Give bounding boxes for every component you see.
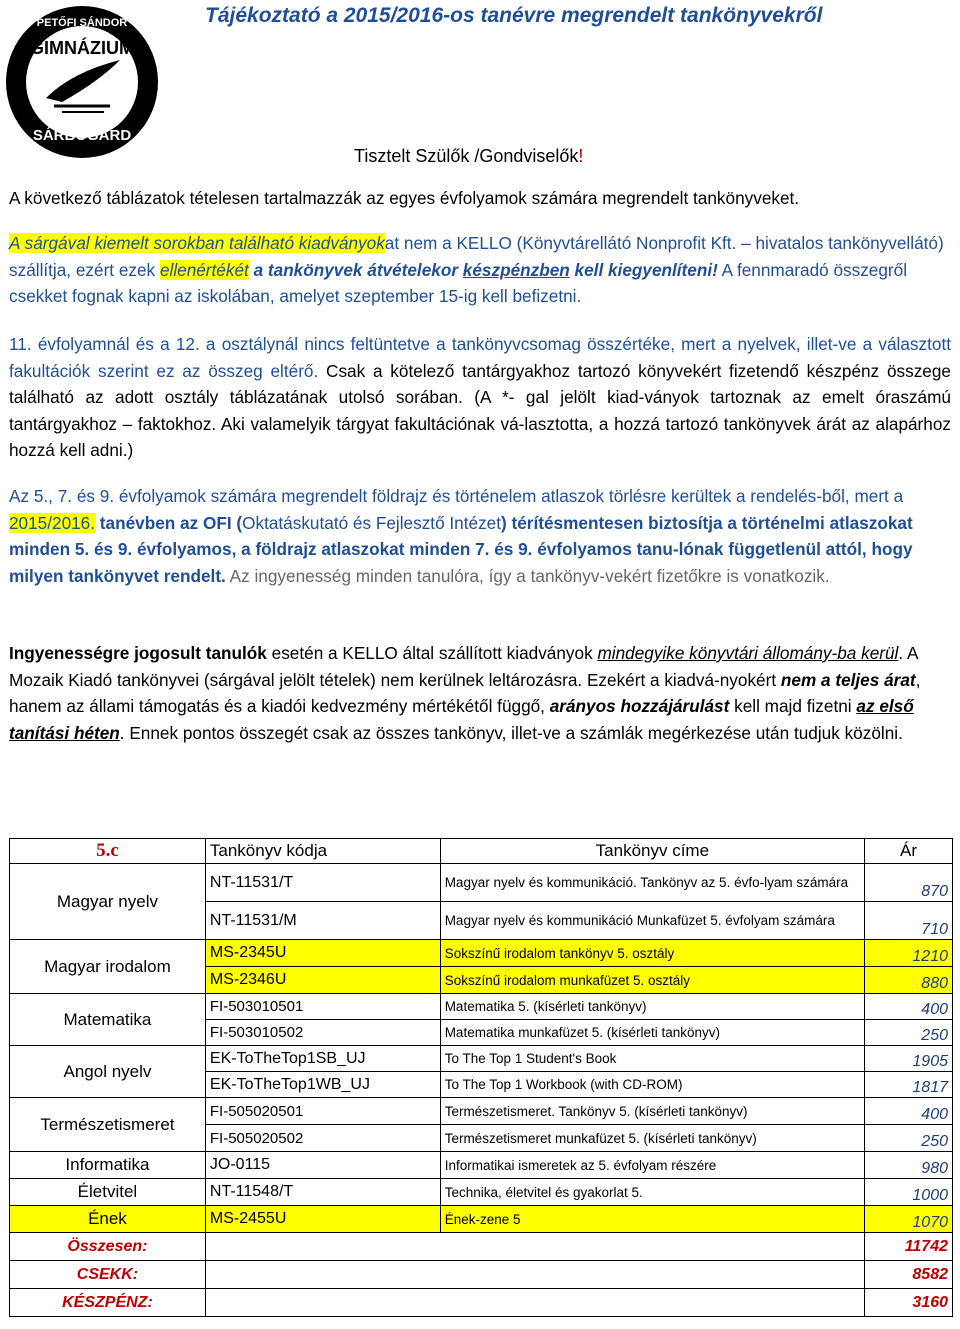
title-cell: Természetismeret munkafüzet 5. (kísérleti tankönyv) bbox=[440, 1125, 864, 1152]
para3-a: Az 5., 7. és 9. évfolyamok számára megrendelt földrajz és történelem atlaszok törlésre kerültek a rendelés-ből, mert a bbox=[9, 486, 904, 506]
logo-middle-text: GIMNÁZIUM bbox=[30, 38, 134, 58]
price-cell: 1000 bbox=[865, 1179, 953, 1206]
subject-cell: Matematika bbox=[10, 994, 206, 1046]
subject-cell: Magyar irodalom bbox=[10, 940, 206, 994]
code-cell: MS-2346U bbox=[205, 967, 440, 994]
textbook-table bbox=[9, 838, 953, 1317]
title-cell: Természetismeret. Tankönyv 5. (kísérleti tankönyv) bbox=[440, 1098, 864, 1125]
subject-cell: Életvitel bbox=[10, 1179, 206, 1206]
intro-paragraph: A következő táblázatok tételesen tartalmazzák az egyes évfolyamok számára megrendelt tankönyveket. bbox=[9, 188, 800, 208]
para3-d: Oktatáskutató és Fejlesztő Intézet bbox=[242, 512, 502, 533]
title-cell: To The Top 1 Workbook (with CD-ROM) bbox=[440, 1072, 864, 1098]
para1-d: a tankönyvek átvételekor bbox=[248, 259, 463, 280]
title-cell: Matematika munkafüzet 5. (kísérleti tankönyv) bbox=[440, 1020, 864, 1046]
title-cell: Technika, életvitel és gyakorlat 5. bbox=[440, 1179, 864, 1206]
price-cell: 1817 bbox=[865, 1072, 953, 1098]
total-label: Összesen: bbox=[10, 1233, 206, 1261]
header-title: Tankönyv címe bbox=[440, 839, 864, 864]
para4-f: , hanem az állami támogatás és a kiadói kedvezmény mértékétől függő, bbox=[9, 669, 921, 716]
total-spacer bbox=[205, 1233, 864, 1261]
subject-cell: Magyar nyelv bbox=[10, 864, 206, 940]
code-cell: FI-503010502 bbox=[205, 1020, 440, 1046]
para2-b: Csak a kötelező tantárgyakhoz tartozó könyvekért fizetendő készpénz összege található az adott osztály táblázatának utolsó sorában. (A *- gal jelölt kiad-ványok tartoznak az emelt óraszámú tantárgyakhoz – faktokhoz. bbox=[9, 360, 951, 434]
price-cell: 400 bbox=[865, 994, 953, 1020]
para1-e: készpénzben bbox=[462, 259, 570, 280]
code-cell: NT-11531/T bbox=[205, 864, 440, 902]
cheque-value: 8582 bbox=[865, 1261, 953, 1289]
code-cell: EK-ToTheTop1SB_UJ bbox=[205, 1046, 440, 1072]
para3-f: térítésmentesen biztosítja a történelmi atlaszokat minden 5. és 9. évfolyamos, a földrajz atlaszokat minden 7. és 9. évfolyamos tanu-lónak függetlenül attól, hogy milyen tankönyvet rendelt. bbox=[9, 512, 913, 586]
paragraph-grade11 bbox=[9, 331, 951, 464]
table-header-row bbox=[10, 839, 953, 864]
cheque-spacer bbox=[205, 1261, 864, 1289]
price-cell: 880 bbox=[865, 967, 953, 994]
logo-bottom-text: SÁRBOGÁRD bbox=[32, 127, 132, 144]
title-cell: Magyar nyelv és kommunikáció. Tankönyv az 5. évfo-lyam számára bbox=[440, 864, 864, 902]
header-price: Ár bbox=[865, 839, 953, 864]
para4-h: kell majd fizetni bbox=[729, 696, 857, 716]
para4-b: esetén a KELLO által szállított kiadványok bbox=[266, 643, 598, 663]
para4-j: . Ennek pontos összegét csak az összes tankönyv, illet-ve a számlák megérkezése után tudjuk közölni. bbox=[119, 722, 903, 743]
price-cell: 710 bbox=[865, 902, 953, 940]
para3-g: Az ingyenesség minden tanulóra, így a tankönyv-vekért fizetőkre is vonatkozik. bbox=[225, 565, 830, 586]
table-row bbox=[10, 1206, 953, 1233]
table-row bbox=[10, 1179, 953, 1206]
cash-value: 3160 bbox=[865, 1289, 953, 1317]
para4-i: az első tanítási héten bbox=[9, 696, 914, 743]
title-cell: Magyar nyelv és kommunikáció Munkafüzet 5. évfolyam számára bbox=[440, 902, 864, 940]
title-cell: Sokszínű irodalom tankönyv 5. osztály bbox=[440, 940, 864, 967]
para3-b: 2015/2016. bbox=[9, 512, 96, 533]
table-row bbox=[10, 1046, 953, 1072]
para1-b: at nem a KELLO (Könyvtárellátó Nonprofit Kft. – hivatalos tankönyvellátó) szállítja, ezért ezek bbox=[9, 233, 944, 280]
para1-a: A sárgával kiemelt sorokban található kiadványok bbox=[9, 233, 385, 253]
page-title: Tájékoztató a 2015/2016-os tanévre megrendelt tankönyvekről bbox=[205, 4, 823, 27]
price-cell: 870 bbox=[865, 864, 953, 902]
para4-d: . A Mozaik Kiadó tankönyvei (sárgával jelölt tételek) nem kerülnek leltározásra. Ezekért a kiadvá-nyokért bbox=[9, 643, 918, 690]
code-cell: JO-0115 bbox=[205, 1152, 440, 1179]
table-row bbox=[10, 994, 953, 1020]
title-cell: To The Top 1 Student's Book bbox=[440, 1046, 864, 1072]
table-row bbox=[10, 1098, 953, 1125]
price-cell: 250 bbox=[865, 1125, 953, 1152]
para1-f: kell kiegyenlíteni! bbox=[569, 259, 718, 280]
school-logo bbox=[2, 2, 162, 162]
total-row bbox=[10, 1233, 953, 1261]
table-row bbox=[10, 940, 953, 967]
paragraph-free-eligibility bbox=[9, 640, 951, 746]
paragraph-atlas bbox=[9, 483, 951, 589]
price-cell: 980 bbox=[865, 1152, 953, 1179]
para2-c: Aki valamelyik tárgyat fakultációnak vá-lasztotta, a hozzá tartozó tankönyvek árát az alapárhoz hozzá kell adni.) bbox=[9, 413, 951, 460]
para1-g: A fennmaradó összegről csekket fognak kapni az iskolában, amelyet szeptember 15-ig kell befizetni. bbox=[9, 259, 908, 306]
subject-cell: Angol nyelv bbox=[10, 1046, 206, 1098]
class-label: 5.c bbox=[10, 839, 206, 864]
price-cell: 400 bbox=[865, 1098, 953, 1125]
code-cell: EK-ToTheTop1WB_UJ bbox=[205, 1072, 440, 1098]
para4-g: arányos hozzájárulást bbox=[549, 696, 730, 716]
code-cell: NT-11531/M bbox=[205, 902, 440, 940]
para3-e: ) bbox=[501, 512, 512, 533]
greeting bbox=[354, 146, 583, 167]
cash-row bbox=[10, 1289, 953, 1317]
greeting-text: Tisztelt Szülők /Gondviselők bbox=[354, 146, 579, 166]
price-cell: 250 bbox=[865, 1020, 953, 1046]
para4-e: nem a teljes árat bbox=[780, 669, 916, 690]
paragraph-supplier bbox=[9, 230, 951, 310]
code-cell: FI-503010501 bbox=[205, 994, 440, 1020]
price-cell: 1070 bbox=[865, 1206, 953, 1233]
title-cell: Ének-zene 5 bbox=[440, 1206, 864, 1233]
title-cell: Sokszínű irodalom munkafüzet 5. osztály bbox=[440, 967, 864, 994]
code-cell: MS-2345U bbox=[205, 940, 440, 967]
para4-c: mindegyike könyvtári állomány-ba kerül bbox=[597, 643, 899, 663]
code-cell: FI-505020502 bbox=[205, 1125, 440, 1152]
total-value: 11742 bbox=[865, 1233, 953, 1261]
table-row bbox=[10, 1152, 953, 1179]
para2-a: 11. évfolyamnál és a 12. a osztálynál nincs feltüntetve a tankönyvcsomag összértéke, mert a nyelvek, illet-ve a választott fakultációk szerint ez az összeg eltérő. bbox=[9, 334, 951, 381]
title-cell: Informatikai ismeretek az 5. évfolyam részére bbox=[440, 1152, 864, 1179]
subject-cell: Ének bbox=[10, 1206, 206, 1233]
header-code: Tankönyv kódja bbox=[205, 839, 440, 864]
para4-a: Ingyenességre jogosult tanulók bbox=[9, 643, 267, 663]
table-row bbox=[10, 864, 953, 902]
subject-cell: Természetismeret bbox=[10, 1098, 206, 1152]
code-cell: NT-11548/T bbox=[205, 1179, 440, 1206]
greeting-mark: ! bbox=[578, 146, 584, 166]
price-cell: 1905 bbox=[865, 1046, 953, 1072]
title-cell: Matematika 5. (kísérleti tankönyv) bbox=[440, 994, 864, 1020]
cheque-label: CSEKK: bbox=[10, 1261, 206, 1289]
para1-c: ellenértékét bbox=[159, 259, 249, 280]
cash-spacer bbox=[205, 1289, 864, 1317]
code-cell: FI-505020501 bbox=[205, 1098, 440, 1125]
para3-c: tanévben az OFI ( bbox=[95, 512, 243, 533]
code-cell: MS-2455U bbox=[205, 1206, 440, 1233]
logo-top-text: PETŐFI SÁNDOR bbox=[36, 17, 128, 29]
cash-label: KÉSZPÉNZ: bbox=[10, 1289, 206, 1317]
subject-cell: Informatika bbox=[10, 1152, 206, 1179]
price-cell: 1210 bbox=[865, 940, 953, 967]
cheque-row bbox=[10, 1261, 953, 1289]
